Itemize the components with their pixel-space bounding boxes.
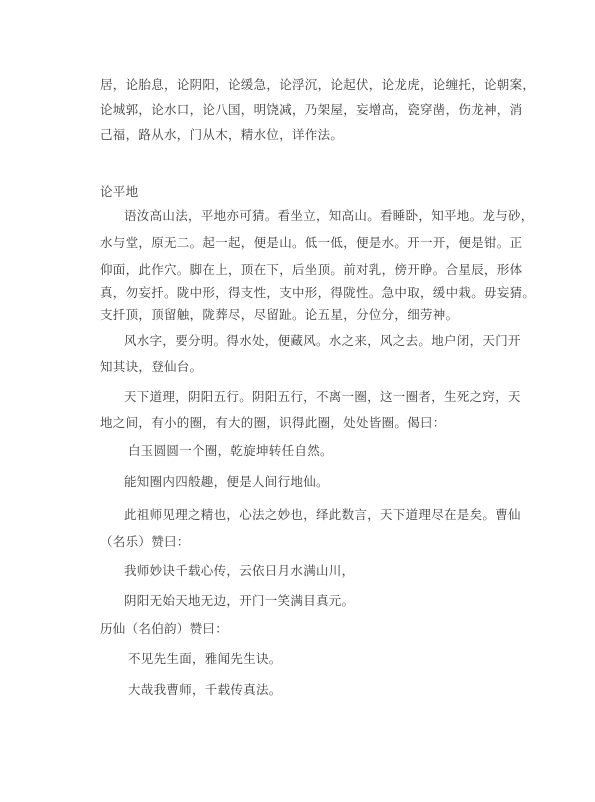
text-line: 天下道理，阴阳五行。阴阳五行，不离一圈，这一圈者，生死之窍，天 xyxy=(124,389,521,404)
text-line: 语汝高山法，平地亦可猜。看坐立，知高山。看睡卧，知平地。龙与砂， xyxy=(124,208,534,223)
text-line: 知其诀，登仙台。 xyxy=(100,359,203,374)
verse-line: 白玉圆圆一个圈，乾旋坤转任自然。 xyxy=(128,443,333,458)
text-line: 居，论胎息，论阴阳，论缓急，论浮沉，论起伏，论龙虎，论缠托，论朝案， xyxy=(100,77,536,92)
text-line: 水与堂，原无二。起一起，便是山。低一低，便是水。开一开，便是钳。正 xyxy=(100,235,523,250)
text-line: 己福，路从水，门从木，精水位，详作法。 xyxy=(100,127,344,142)
text-line: 支扦顶，顶留触，陇葬尽，尽留趾。论五星，分位分，细劳神。 xyxy=(100,307,459,322)
text-line: （名乐）赞曰： xyxy=(100,534,190,549)
section-heading: 论平地 xyxy=(100,184,139,199)
verse-line: 阴阳无始天地无边，开门一笑满目真元。 xyxy=(124,593,355,608)
text-line: 仰面，此作穴。脚在上，顶在下，后坐顶。前对乳，傍开睁。合星辰，形体 xyxy=(100,262,523,277)
text-line: 风水字，要分明。得水处，便藏风。水之来，风之去。地户闭，天门开 xyxy=(124,333,521,348)
text-line: 真，勿妄扦。陇中形，得支性，支中形，得陇性。急中取，缓中栽。毋妄猜。 xyxy=(100,285,536,300)
text-line: 论城郭，论水口，论八国，明饶减，乃架屋，妄增高，瓷穿凿，伤龙神，消 xyxy=(100,102,523,117)
text-line: 地之间，有小的圈，有大的圈，识得此圈，处处皆圈。偈曰： xyxy=(100,415,446,430)
text-line: 此祖师见理之精也，心法之妙也，绎此数言，天下道理尽在是矣。曹仙 xyxy=(124,507,521,522)
text-line: 历仙（名伯韵）赞曰： xyxy=(100,621,229,636)
verse-line: 我师妙诀千载心传，云依日月水满山川， xyxy=(124,563,355,578)
verse-line: 不见先生面，雅闻先生诀。 xyxy=(128,651,282,666)
verse-line: 大哉我曹师，千载传真法。 xyxy=(128,682,282,697)
verse-line: 能知圈内四般趣，便是人间行地仙。 xyxy=(124,474,329,489)
